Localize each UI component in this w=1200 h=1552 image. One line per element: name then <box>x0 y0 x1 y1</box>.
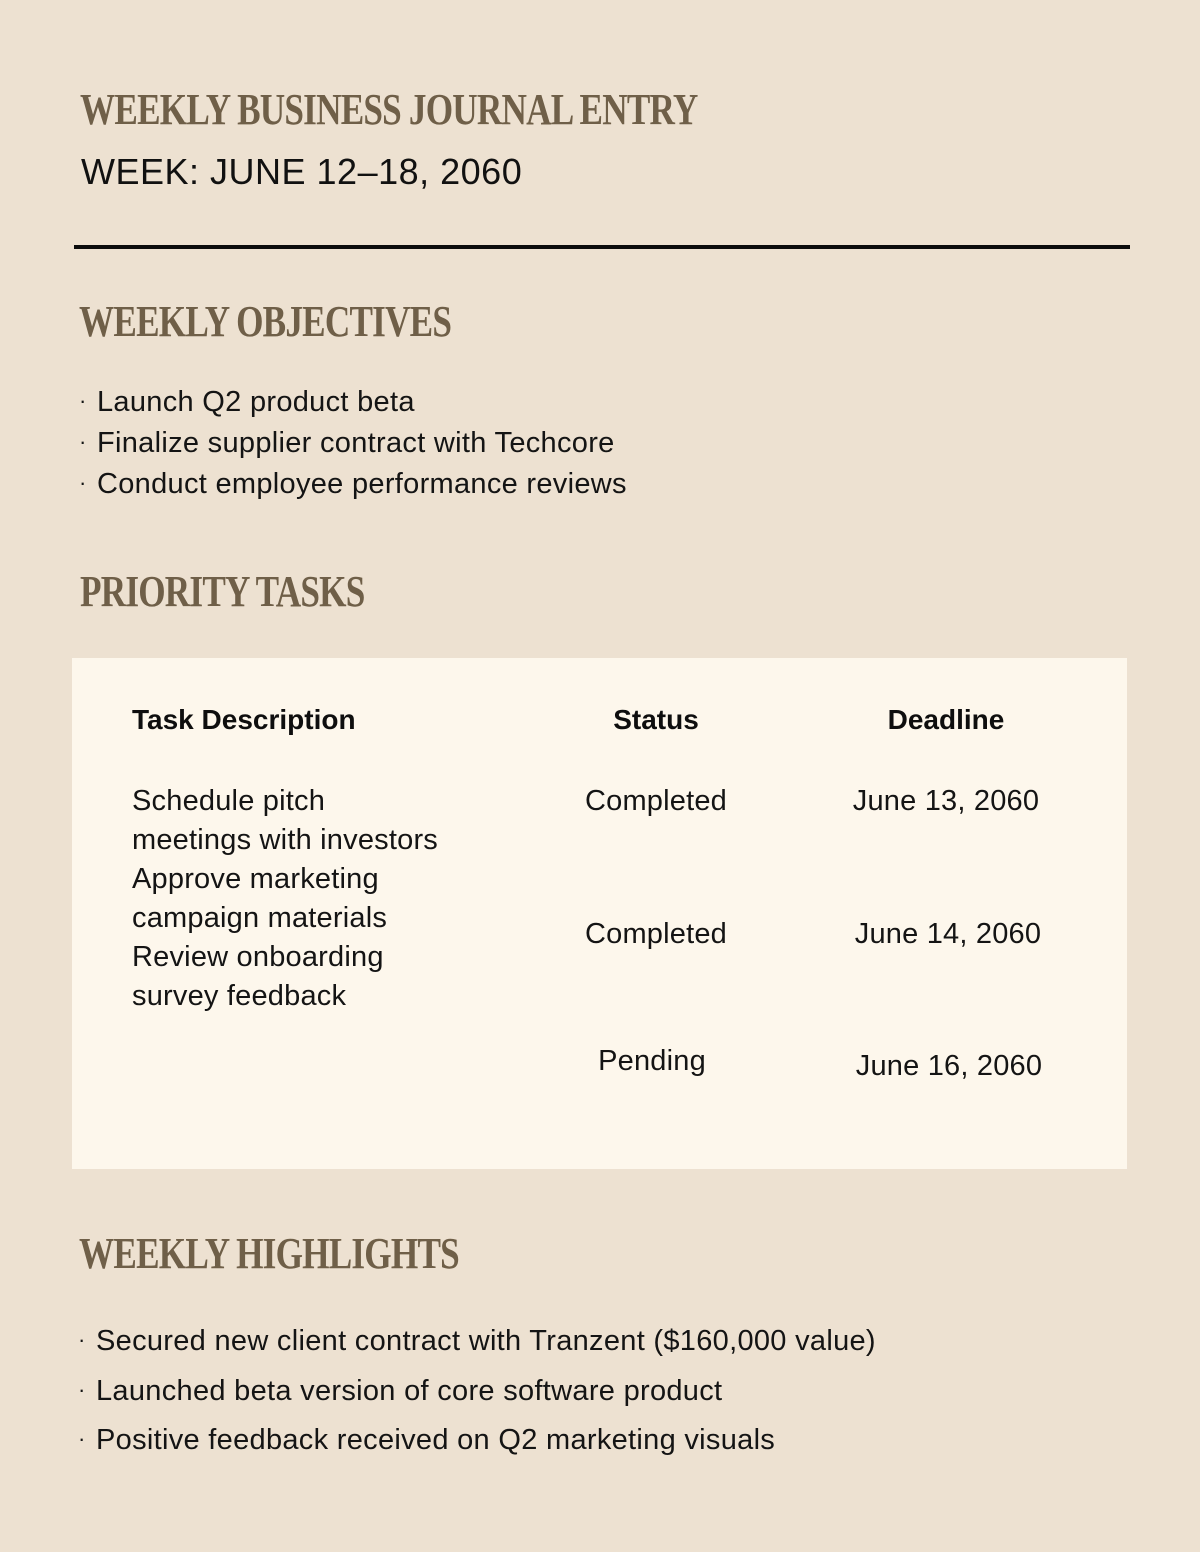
task-description-line: Approve marketing <box>132 863 379 895</box>
task-description-line: survey feedback <box>132 980 347 1012</box>
highlight-text: Launched beta version of core software product <box>96 1374 723 1407</box>
objective-item <box>79 463 627 504</box>
priority-tasks-table <box>72 658 1127 1169</box>
deadline-cell: June 14, 2060 <box>854 918 1042 950</box>
column-header-task: Task Description <box>132 704 356 735</box>
highlights-heading: WEEKLY HIGHLIGHTS <box>79 1229 459 1278</box>
deadline-cell: June 16, 2060 <box>855 1050 1043 1082</box>
objective-item <box>79 381 627 422</box>
highlight-item <box>78 1316 876 1366</box>
bullet-icon: · <box>78 1426 86 1451</box>
objective-text: Finalize supplier contract with Techcore <box>97 427 615 459</box>
header-divider <box>74 245 1130 249</box>
task-description-column <box>132 782 438 1016</box>
objective-item <box>79 422 627 463</box>
bullet-icon: · <box>79 429 87 454</box>
status-cell: Completed <box>584 918 728 950</box>
priority-tasks-heading: PRIORITY TASKS <box>80 567 365 616</box>
bullet-icon: · <box>79 470 87 495</box>
task-description-line: meetings with investors <box>132 824 438 856</box>
objectives-list <box>79 381 627 504</box>
document-title: WEEKLY BUSINESS JOURNAL ENTRY <box>80 85 698 134</box>
column-header-deadline: Deadline <box>887 704 1005 735</box>
task-description-line: Schedule pitch <box>132 785 326 817</box>
deadline-cell: June 13, 2060 <box>852 785 1040 817</box>
column-header-status: Status <box>613 704 699 735</box>
status-cell: Pending <box>598 1045 706 1077</box>
status-cell: Completed <box>584 785 728 817</box>
bullet-icon: · <box>78 1376 86 1402</box>
highlight-item <box>78 1415 876 1465</box>
week-range: WEEK: JUNE 12–18, 2060 <box>81 151 523 192</box>
task-description-line: campaign materials <box>132 902 388 934</box>
bullet-icon: · <box>78 1327 86 1352</box>
highlight-text: Secured new client contract with Tranzent ($160,000 value) <box>96 1325 876 1357</box>
task-description-line: Review onboarding <box>132 941 384 973</box>
objectives-heading: WEEKLY OBJECTIVES <box>79 297 452 346</box>
highlights-list <box>78 1316 876 1465</box>
highlight-text: Positive feedback received on Q2 marketing visuals <box>96 1424 776 1456</box>
objective-text: Launch Q2 product beta <box>97 386 415 418</box>
bullet-icon: · <box>79 388 87 413</box>
highlight-item <box>78 1366 876 1416</box>
objective-text: Conduct employee performance reviews <box>97 468 627 500</box>
